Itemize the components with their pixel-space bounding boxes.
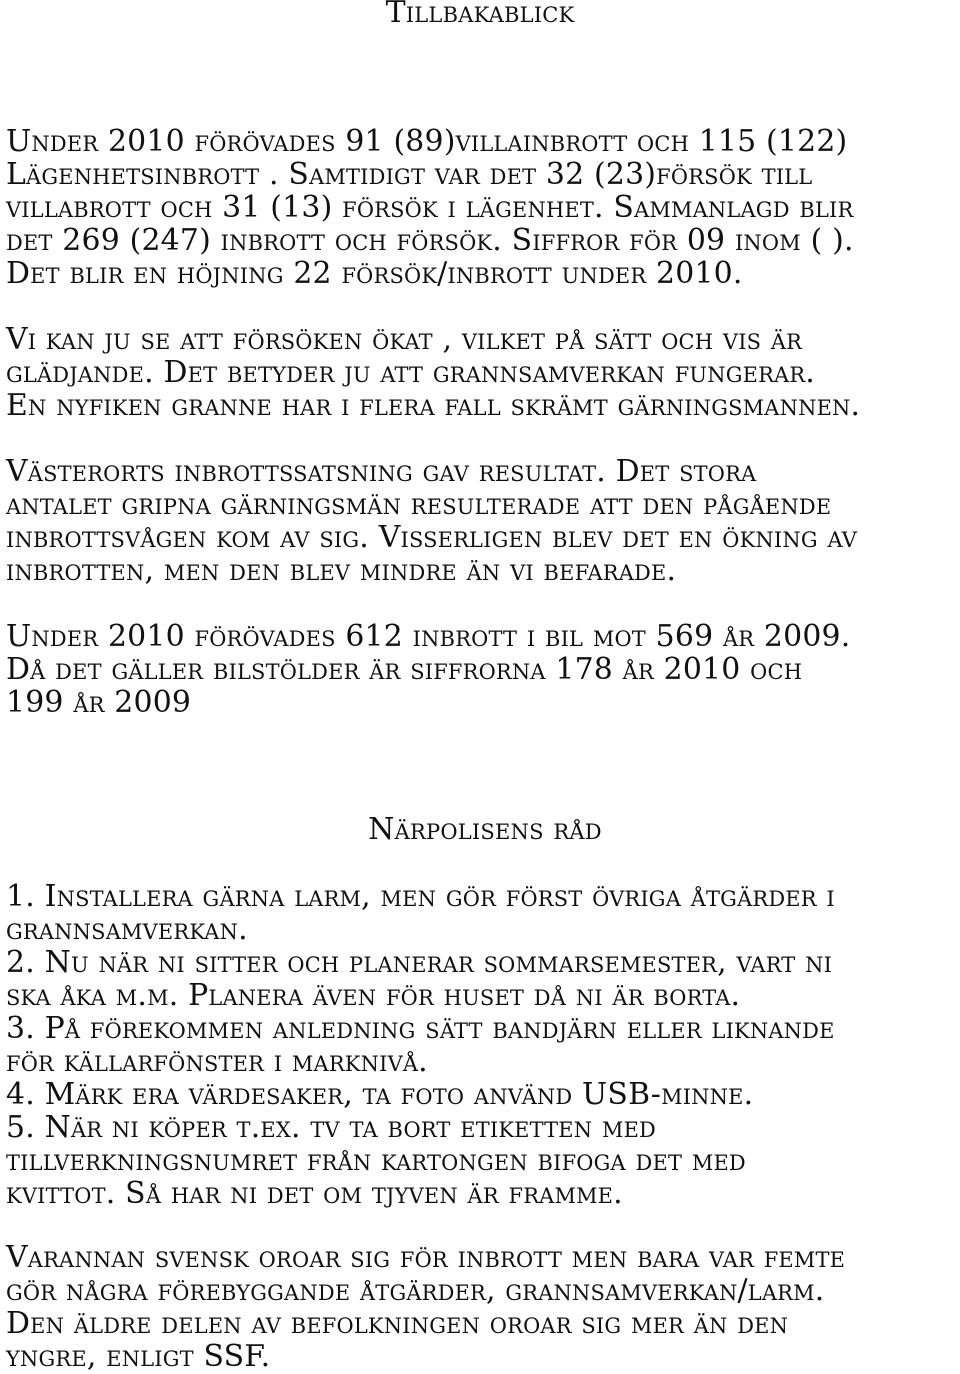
text-line: glädjande. Det betyder ju att grannsamverkan fungerar. <box>6 355 816 390</box>
advice-item-line: 1. Installera gärna larm, men gör först övriga åtgärder i <box>6 879 835 914</box>
text-line: yngre, enligt SSF. <box>6 1339 271 1374</box>
advice-item-line: 3. På förekommen anledning sätt bandjärn eller liknande <box>6 1011 835 1046</box>
text-line: Då det gäller bilstölder är siffrorna 178 år 2010 och <box>6 652 803 687</box>
text-line: antalet gripna gärningsmän resulterade att den pågående <box>6 487 832 522</box>
burglary-statistics-paragraph <box>6 125 958 290</box>
text-line: Vi kan ju se att försöken ökat , vilket på sätt och vis är <box>6 322 803 357</box>
advice-item-line: 5. När ni köper t.ex. tv ta bort etiketten med <box>6 1110 657 1145</box>
document-title: Tillbakablick <box>385 0 575 30</box>
vasterort-paragraph <box>6 455 958 587</box>
text-line: Under 2010 förövades 91 (89)villainbrott och 115 (122) <box>6 124 848 159</box>
advice-item-line: kvittot. Så har ni det om tjyven är framme. <box>6 1176 623 1211</box>
advice-item-line: tillverkningsnumret från kartongen bifoga det med <box>6 1143 746 1178</box>
advice-heading: Närpolisens råd <box>368 812 602 847</box>
text-line: En nyfiken granne har i flera fall skrämt gärningsmannen. <box>6 388 861 423</box>
text-line: inbrottsvågen kom av sig. Visserligen blev det en ökning av <box>6 520 858 555</box>
text-line: Lägenhetsinbrott . Samtidigt var det 32 (23)försök till <box>6 157 813 192</box>
advice-item-line: 4. Märk era värdesaker, ta foto använd USB-minne. <box>6 1077 754 1112</box>
text-line: villabrott och 31 (13) försök i lägenhet. Sammanlagd blir <box>6 190 854 225</box>
advice-item-line: ska åka m.m. Planera även för huset då ni är borta. <box>6 978 741 1013</box>
text-line: Under 2010 förövades 612 inbrott i bil mot 569 år 2009. <box>6 619 851 654</box>
text-line: 199 år 2009 <box>6 685 192 720</box>
advice-item-line: 2. Nu när ni sitter och planerar sommarsemester, vart ni <box>6 945 833 980</box>
closing-paragraph <box>6 1241 958 1373</box>
car-theft-paragraph <box>6 620 958 719</box>
text-line: det 269 (247) inbrott och försök. Siffror för 09 inom ( ). <box>6 223 854 258</box>
text-line: Det blir en höjning 22 försök/inbrott under 2010. <box>6 256 743 291</box>
text-line: Den äldre delen av befolkningen oroar sig mer än den <box>6 1306 789 1341</box>
text-line: gör några förebyggande åtgärder, grannsamverkan/larm. <box>6 1273 825 1308</box>
attempts-paragraph <box>6 323 958 422</box>
advice-list <box>6 880 958 1210</box>
text-line: inbrotten, men den blev mindre än vi befarade. <box>6 553 677 588</box>
advice-item-line: grannsamverkan. <box>6 912 248 947</box>
advice-item-line: för källarfönster i marknivå. <box>6 1044 428 1079</box>
text-line: Varannan svensk oroar sig för inbrott men bara var femte <box>6 1240 846 1275</box>
text-line: Västerorts inbrottssatsning gav resultat. Det stora <box>6 454 757 489</box>
